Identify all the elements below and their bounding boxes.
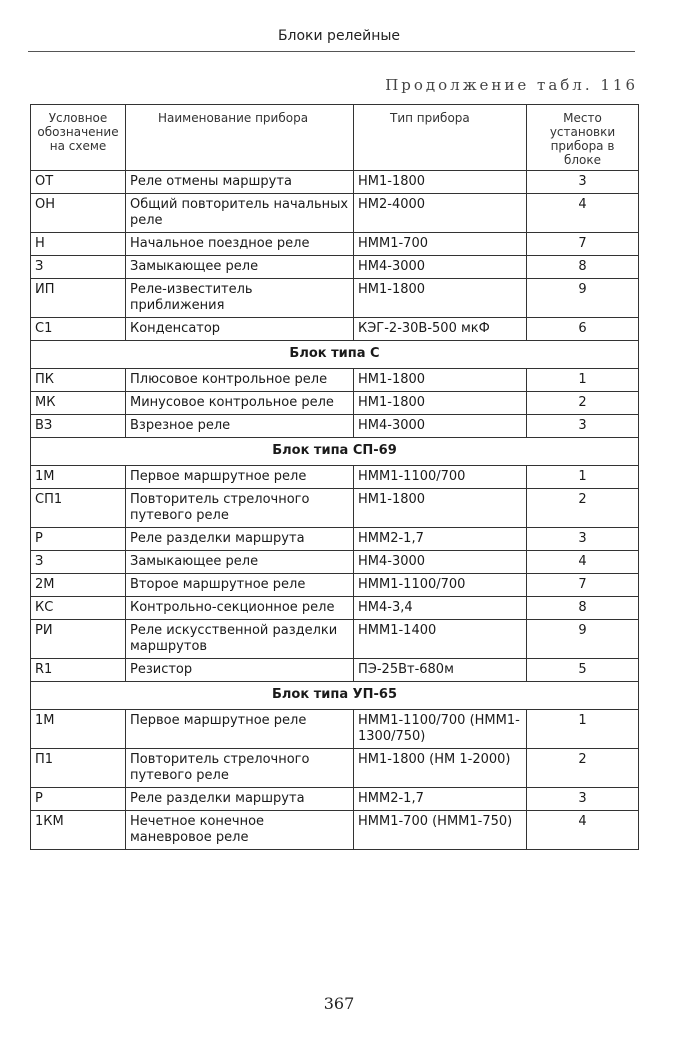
cell-name: Резистор: [126, 659, 354, 682]
cell-symbol: ВЗ: [31, 415, 126, 438]
page-number: 367: [323, 994, 355, 1013]
cell-type: НМ2-4000: [354, 194, 527, 233]
cell-position: 2: [527, 749, 639, 788]
cell-position: 9: [527, 279, 639, 318]
cell-position: 7: [527, 233, 639, 256]
cell-type: НМ1-1800: [354, 279, 527, 318]
cell-position: 6: [527, 318, 639, 341]
cell-symbol: З: [31, 551, 126, 574]
cell-position: 4: [527, 551, 639, 574]
cell-type: НММ1-700: [354, 233, 527, 256]
cell-position: 3: [527, 788, 639, 811]
cell-position: 2: [527, 392, 639, 415]
table-row: [31, 392, 639, 415]
cell-symbol: СП1: [31, 489, 126, 528]
cell-type: НМ4-3,4: [354, 597, 527, 620]
cell-name: Начальное поездное реле: [126, 233, 354, 256]
cell-symbol: R1: [31, 659, 126, 682]
table-row: [31, 171, 639, 194]
cell-position: 3: [527, 171, 639, 194]
table-row: [31, 788, 639, 811]
cell-name: Первое маршрутное реле: [126, 710, 354, 749]
table-row: [31, 710, 639, 749]
cell-name: Замыкающее реле: [126, 256, 354, 279]
table-row: [31, 233, 639, 256]
cell-symbol: ПК: [31, 369, 126, 392]
cell-position: 3: [527, 528, 639, 551]
cell-position: 1: [527, 369, 639, 392]
relay-table: [30, 104, 639, 850]
cell-symbol: 1КМ: [31, 811, 126, 850]
cell-type: НМ1-1800: [354, 171, 527, 194]
table-row: [31, 279, 639, 318]
cell-type: НММ1-1100/700: [354, 466, 527, 489]
cell-name: Второе маршрутное реле: [126, 574, 354, 597]
cell-name: Реле-известитель приближения: [126, 279, 354, 318]
cell-position: 2: [527, 489, 639, 528]
cell-type: КЭГ-2-30В-500 мкФ: [354, 318, 527, 341]
cell-position: 9: [527, 620, 639, 659]
table-row: [31, 466, 639, 489]
cell-position: 8: [527, 597, 639, 620]
table-row: [31, 415, 639, 438]
table-header-row: [31, 105, 639, 171]
column-header-symbol: Условное обозначение на схеме: [31, 105, 126, 171]
cell-position: 4: [527, 811, 639, 850]
cell-name: Взрезное реле: [126, 415, 354, 438]
cell-symbol: Р: [31, 788, 126, 811]
cell-symbol: 2М: [31, 574, 126, 597]
cell-name: Первое маршрутное реле: [126, 466, 354, 489]
cell-name: Контрольно-секционное реле: [126, 597, 354, 620]
block-title: Блок типа СП-69: [31, 438, 639, 466]
cell-name: Реле искусственной разделки маршрутов: [126, 620, 354, 659]
cell-name: Реле разделки маршрута: [126, 528, 354, 551]
table-row: [31, 194, 639, 233]
block-title: Блок типа С: [31, 341, 639, 369]
table-row: [31, 551, 639, 574]
cell-symbol: ОТ: [31, 171, 126, 194]
cell-position: 8: [527, 256, 639, 279]
cell-name: Общий повторитель начальных реле: [126, 194, 354, 233]
cell-symbol: МК: [31, 392, 126, 415]
header-rule: [28, 51, 635, 52]
cell-type: НМ1-1800: [354, 392, 527, 415]
cell-type: НММ2-1,7: [354, 528, 527, 551]
table-body: [31, 171, 639, 850]
cell-type: НМ1-1800 (НМ 1-2000): [354, 749, 527, 788]
table-row: [31, 574, 639, 597]
table-row: [31, 369, 639, 392]
cell-type: НММ2-1,7: [354, 788, 527, 811]
cell-name: Повторитель стрелочного путевого реле: [126, 749, 354, 788]
table-row: [31, 528, 639, 551]
cell-position: 3: [527, 415, 639, 438]
cell-type: НМ1-1800: [354, 489, 527, 528]
table-row: [31, 620, 639, 659]
cell-symbol: КС: [31, 597, 126, 620]
cell-position: 4: [527, 194, 639, 233]
column-header-position: Место установки прибора в блоке: [527, 105, 639, 171]
cell-name: Минусовое контрольное реле: [126, 392, 354, 415]
cell-symbol: П1: [31, 749, 126, 788]
table-row: [31, 749, 639, 788]
table-row: [31, 597, 639, 620]
cell-name: Реле отмены маршрута: [126, 171, 354, 194]
cell-position: 1: [527, 466, 639, 489]
cell-name: Замыкающее реле: [126, 551, 354, 574]
block-section-header: [31, 682, 639, 710]
block-title: Блок типа УП-65: [31, 682, 639, 710]
cell-position: 1: [527, 710, 639, 749]
cell-name: Плюсовое контрольное реле: [126, 369, 354, 392]
cell-symbol: ИП: [31, 279, 126, 318]
cell-name: Реле разделки маршрута: [126, 788, 354, 811]
cell-symbol: З: [31, 256, 126, 279]
table-row: [31, 489, 639, 528]
cell-position: 7: [527, 574, 639, 597]
cell-name: Нечетное конечное маневровое реле: [126, 811, 354, 850]
column-header-type: Тип прибора: [354, 105, 527, 171]
cell-symbol: Р: [31, 528, 126, 551]
block-section-header: [31, 438, 639, 466]
cell-type: НММ1-1100/700: [354, 574, 527, 597]
cell-symbol: 1М: [31, 466, 126, 489]
cell-symbol: Н: [31, 233, 126, 256]
running-title: Блоки релейные: [277, 28, 401, 44]
cell-type: НМ4-3000: [354, 551, 527, 574]
column-header-name: Наименование прибора: [126, 105, 354, 171]
cell-name: Конденсатор: [126, 318, 354, 341]
cell-type: НММ1-1100/700 (НММ1-1300/750): [354, 710, 527, 749]
cell-symbol: ОН: [31, 194, 126, 233]
table-row: [31, 659, 639, 682]
cell-type: НММ1-700 (НММ1-750): [354, 811, 527, 850]
cell-symbol: РИ: [31, 620, 126, 659]
table-caption: Продолжение табл. 116: [385, 76, 638, 94]
cell-type: НМ4-3000: [354, 256, 527, 279]
table-row: [31, 256, 639, 279]
cell-type: НМ1-1800: [354, 369, 527, 392]
cell-type: НМ4-3000: [354, 415, 527, 438]
cell-type: ПЭ-25Вт-680м: [354, 659, 527, 682]
cell-position: 5: [527, 659, 639, 682]
block-section-header: [31, 341, 639, 369]
cell-symbol: 1М: [31, 710, 126, 749]
cell-type: НММ1-1400: [354, 620, 527, 659]
cell-symbol: С1: [31, 318, 126, 341]
cell-name: Повторитель стрелочного путевого реле: [126, 489, 354, 528]
table-row: [31, 811, 639, 850]
table-row: [31, 318, 639, 341]
